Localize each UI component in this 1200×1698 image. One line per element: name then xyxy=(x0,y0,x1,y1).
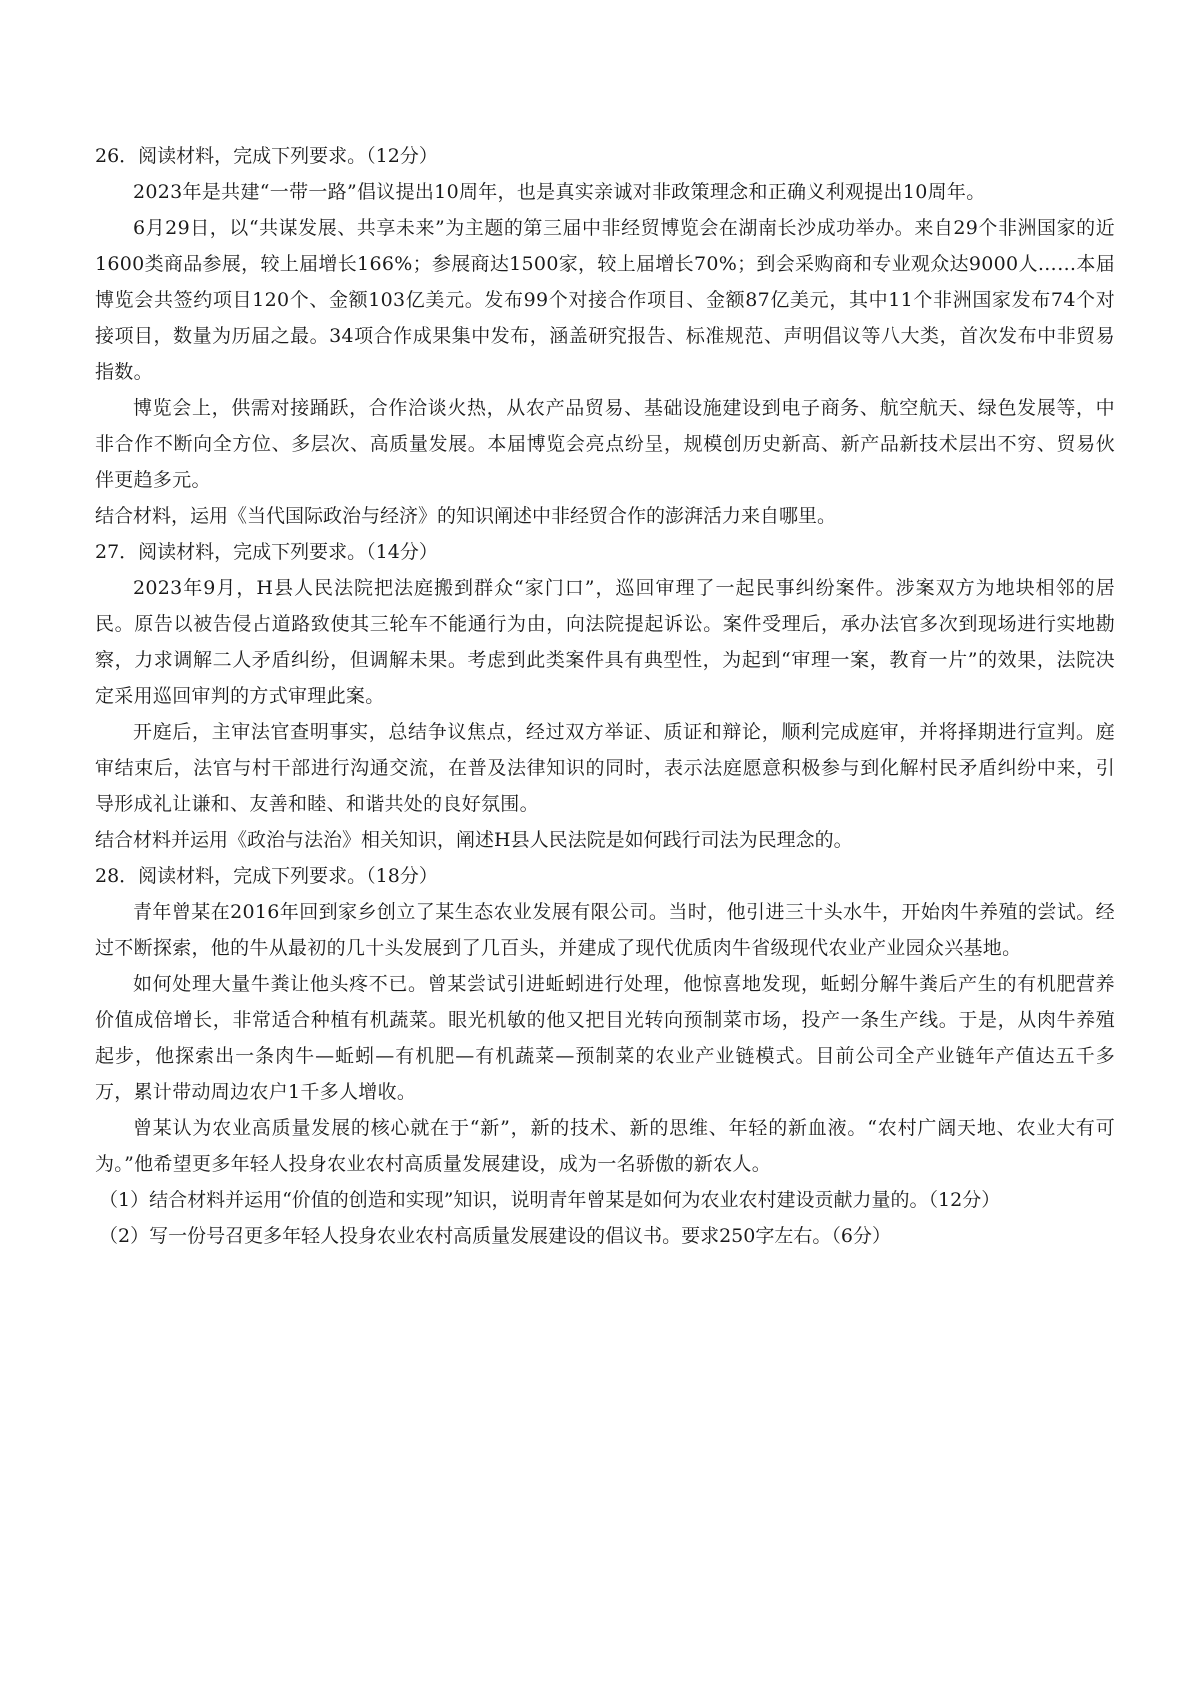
question-28-subtask-2: （2）写一份号召更多年轻人投身农业农村高质量发展建设的倡议书。要求250字左右。（6分） xyxy=(99,1225,891,1247)
question-26 xyxy=(95,138,1115,534)
question-26-heading: 26．阅读材料，完成下列要求。（12分） xyxy=(95,145,438,167)
question-28-paragraph-1: 青年曾某在2016年回到家乡创立了某生态农业发展有限公司。当时，他引进三十头水牛，开始肉牛养殖的尝试。经过不断探索，他的牛从最初的几十头发展到了几百头，并建成了现代优质肉牛省级现代农业产业园众兴基地。 xyxy=(95,901,1115,959)
question-28-paragraph-2: 如何处理大量牛粪让他头疼不已。曾某尝试引进蚯蚓进行处理，他惊喜地发现，蚯蚓分解牛粪后产生的有机肥营养价值成倍增长，非常适合种植有机蔬菜。眼光机敏的他又把目光转向预制菜市场，投产一条生产线。于是，从肉牛养殖起步，他探索出一条肉牛—蚯蚓—有机肥—有机蔬菜—预制菜的农业产业链模式。目前公司全产业链年产值达五千多万，累计带动周边农户1千多人增收。 xyxy=(95,973,1115,1103)
question-28-paragraph-3: 曾某认为农业高质量发展的核心就在于“新”，新的技术、新的思维、年轻的新血液。“农村广阔天地、农业大有可为。”他希望更多年轻人投身农业农村高质量发展建设，成为一名骄傲的新农人。 xyxy=(95,1117,1115,1175)
question-26-paragraph-3: 博览会上，供需对接踊跃，合作洽谈火热，从农产品贸易、基础设施建设到电子商务、航空航天、绿色发展等，中非合作不断向全方位、多层次、高质量发展。本届博览会亮点纷呈，规模创历史新高、新产品新技术层出不穷、贸易伙伴更趋多元。 xyxy=(95,397,1115,491)
exam-content xyxy=(95,138,1115,1254)
question-28 xyxy=(95,858,1115,1254)
question-27-task: 结合材料并运用《政治与法治》相关知识，阐述H县人民法院是如何践行司法为民理念的。 xyxy=(95,829,853,851)
question-27 xyxy=(95,534,1115,858)
question-28-subtask-1: （1）结合材料并运用“价值的创造和实现”知识，说明青年曾某是如何为农业农村建设贡献力量的。（12分） xyxy=(99,1189,1001,1211)
question-27-heading: 27．阅读材料，完成下列要求。（14分） xyxy=(95,541,438,563)
question-26-paragraph-2: 6月29日，以“共谋发展、共享未来”为主题的第三届中非经贸博览会在湖南长沙成功举办。来自29个非洲国家的近1600类商品参展，较上届增长166%；参展商达1500家，较上届增长70%；到会采购商和专业观众达9000人……本届博览会共签约项目120个、金额103亿美元。发布99个对接合作项目、金额87亿美元，其中11个非洲国家发布74个对接项目，数量为历届之最。34项合作成果集中发布，涵盖研究报告、标准规范、声明倡议等八大类，首次发布中非贸易指数。 xyxy=(95,217,1115,383)
question-26-task: 结合材料，运用《当代国际政治与经济》的知识阐述中非经贸合作的澎湃活力来自哪里。 xyxy=(95,505,837,527)
question-27-paragraph-1: 2023年9月，H县人民法院把法庭搬到群众“家门口”，巡回审理了一起民事纠纷案件。涉案双方为地块相邻的居民。原告以被告侵占道路致使其三轮车不能通行为由，向法院提起诉讼。案件受理后，承办法官多次到现场进行实地勘察，力求调解二人矛盾纠纷，但调解未果。考虑到此类案件具有典型性，为起到“审理一案，教育一片”的效果，法院决定采用巡回审判的方式审理此案。 xyxy=(95,577,1115,707)
question-28-heading: 28．阅读材料，完成下列要求。（18分） xyxy=(95,865,438,887)
question-27-paragraph-2: 开庭后，主审法官查明事实，总结争议焦点，经过双方举证、质证和辩论，顺利完成庭审，并将择期进行宣判。庭审结束后，法官与村干部进行沟通交流，在普及法律知识的同时，表示法庭愿意积极参与到化解村民矛盾纠纷中来，引导形成礼让谦和、友善和睦、和谐共处的良好氛围。 xyxy=(95,721,1115,815)
question-26-paragraph-1: 2023年是共建“一带一路”倡议提出10周年，也是真实亲诚对非政策理念和正确义利观提出10周年。 xyxy=(133,181,986,203)
